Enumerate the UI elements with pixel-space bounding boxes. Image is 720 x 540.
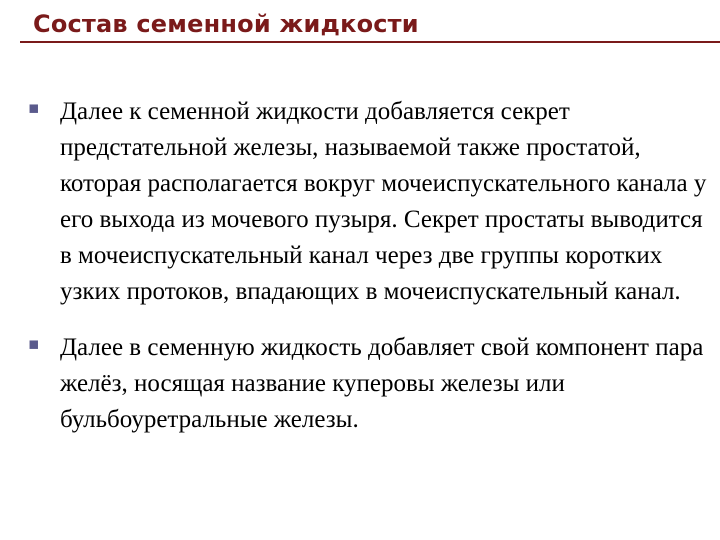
bullet-item (28, 330, 708, 438)
slide-title: Состав семенной жидкости (33, 10, 419, 38)
bullet-item (28, 94, 708, 310)
square-bullet-icon: ▪ (28, 334, 40, 354)
title-underline (20, 41, 720, 43)
bullet-text: Далее в семенную жидкость добавляет свой компонент пара желёз, носящая название куперовы железы или бульбоуретральные железы. (60, 334, 704, 433)
bullet-list (28, 94, 708, 458)
square-bullet-icon: ▪ (28, 98, 40, 118)
bullet-text: Далее к семенной жидкости добавляется секрет предстательной железы, называемой также простатой, которая располагается вокруг мочеиспускательного канала у его выхода из мочевого пузыря. Секрет простаты выводится в мочеиспускательный канал через две группы коротких узких протоков, впадающих в мочеиспускательный канал. (60, 98, 707, 305)
